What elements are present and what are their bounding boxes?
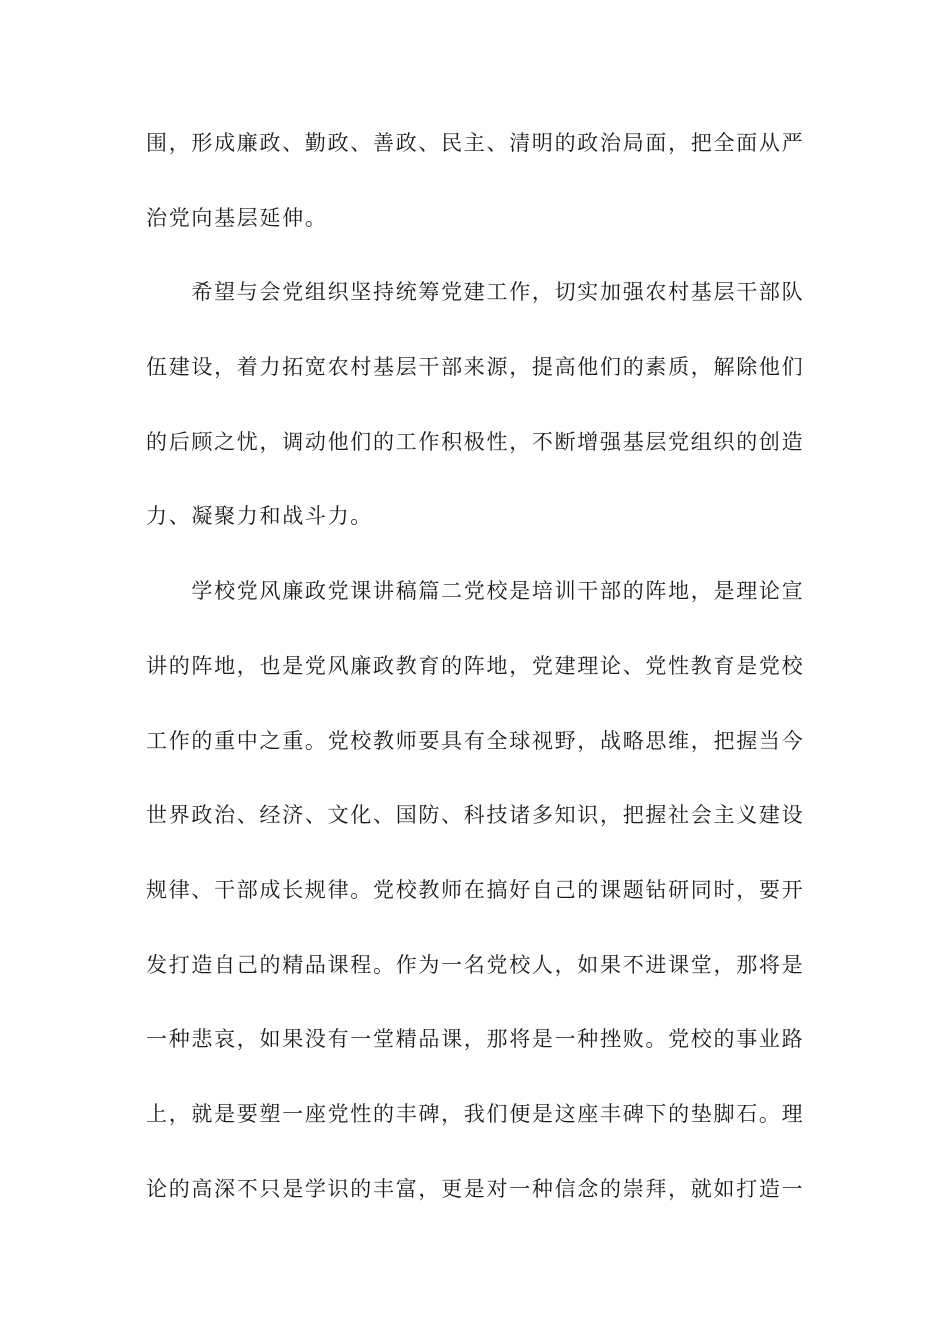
text-line: 的后顾之忧，调动他们的工作积极性，不断增强基层党组织的创造 xyxy=(146,429,805,454)
text-line: 世界政治、经济、文化、国防、科技诸多知识，把握社会主义建设 xyxy=(146,803,805,828)
text-line: 治党向基层延伸。 xyxy=(146,205,328,230)
text-line: 论的高深不只是学识的丰富，更是对一种信念的崇拜，就如打造一 xyxy=(146,1176,805,1201)
text-line: 学校党风廉政党课讲稿篇二党校是培训干部的阵地，是理论宣 xyxy=(146,579,805,604)
text-line: 规律、干部成长规律。党校教师在搞好自己的课题钻研同时，要开 xyxy=(146,877,805,902)
text-line: 一种悲哀，如果没有一堂精品课，那将是一种挫败。党校的事业路 xyxy=(146,1027,805,1052)
text-line: 工作的重中之重。党校教师要具有全球视野，战略思维，把握当今 xyxy=(146,728,805,753)
text-line: 上，就是要塑一座党性的丰碑，我们便是这座丰碑下的垫脚石。理 xyxy=(146,1101,805,1126)
text-line: 希望与会党组织坚持统筹党建工作，切实加强农村基层干部队 xyxy=(146,280,805,305)
text-line: 力、凝聚力和战斗力。 xyxy=(146,504,373,529)
text-line: 围，形成廉政、勤政、善政、民主、清明的政治局面，把全面从严 xyxy=(146,131,805,155)
text-line: 发打造自己的精品课程。作为一名党校人，如果不进课堂，那将是 xyxy=(146,952,805,977)
body-text xyxy=(146,124,806,1244)
text-line: 伍建设，着力拓宽农村基层干部来源，提高他们的素质，解除他们 xyxy=(146,355,805,380)
text-line: 讲的阵地，也是党风廉政教育的阵地，党建理论、党性教育是党校 xyxy=(146,653,805,678)
